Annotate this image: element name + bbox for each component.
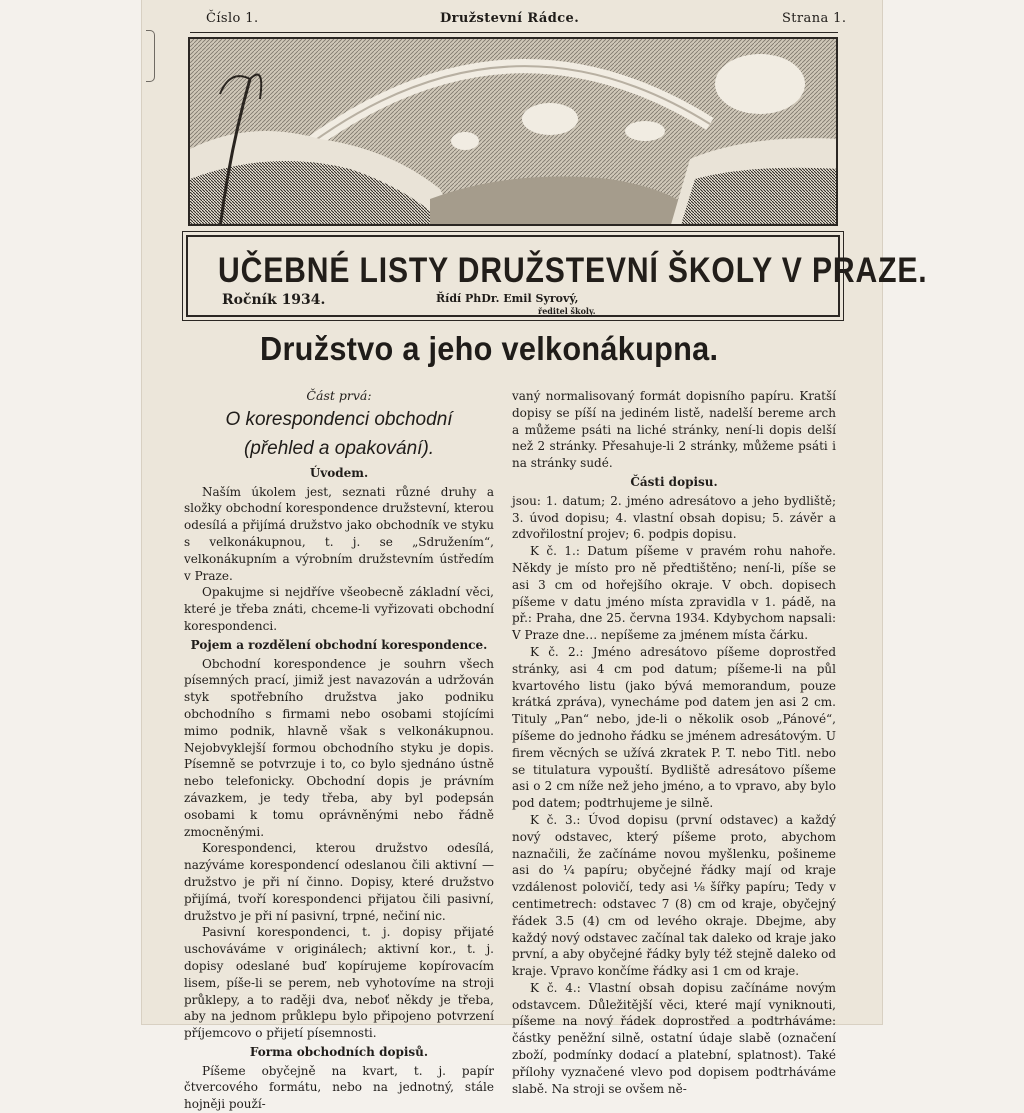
- binder-clip-icon: [146, 30, 155, 82]
- editor-line: Řídí PhDr. Emil Syrový,: [436, 292, 579, 305]
- subtitle-line-2: (přehled a opakování).: [243, 437, 435, 459]
- section-heading: Části dopisu.: [630, 474, 718, 489]
- paragraph: jsou: 1. datum; 2. jméno adresátovo a jeho bydliště; 3. úvod dopisu; 4. vlastní obsah dopisu; 5. závěr a zdvořilostní projev; 6. podpis dopisu.: [512, 493, 836, 542]
- header-rule: [190, 32, 838, 33]
- article-title: Družstvo a jeho velkonákupna.: [260, 330, 719, 367]
- paragraph: Obchodní korespondence je souhrn všech písemných prací, jimiž jest navazován a udržován styk spotřebního družstva jako podniku obchodního s firmami nebo osobami stojícími mimo podnik, hlavně však s velkonákupnou. Nejobvyklejší formou obchodního styku je dopis. Písemně se potvrzuje i to, co bylo sjednáno ústně nebo telefonicky. Obchodní dopis je právním závazkem, je tedy třeba, aby byl podepsán osobami k tomu oprávněnými nebo řádně zmocněnými.: [184, 656, 494, 839]
- masthead-box: [186, 235, 928, 317]
- paragraph: K č. 4.: Vlastní obsah dopisu začínáme novým odstavcem. Důležitější věci, které mají vyniknouti, píšeme na nový řádek doprostřed a podtrháváme: částky peněžní silně, ostatní údaje slabě (označení zboží, podmínky dodací a platební, splatnost). Také přílohy vyznačené vlevo pod dopisem podtrháváme slabě. Na stroji se ovšem ně-: [512, 980, 836, 1096]
- volume-label: Ročník 1934.: [222, 292, 326, 308]
- part-label: Část prvá:: [306, 388, 372, 403]
- masthead-title: UČEBNÉ LISTY DRUŽSTEVNÍ ŠKOLY V PRAZE.: [218, 251, 928, 290]
- left-column: [184, 388, 494, 1113]
- subtitle-line-1: O korespondenci obchodní: [225, 408, 453, 430]
- paragraph: Pasivní korespondenci, t. j. dopisy přijaté uschováváme v originálech; aktivní kor., t. j. dopisy odeslané buď kopírujeme kopírovacím lisem, píše-li se perem, neb vyhotovíme na stroji průklepy, a to raději dva, neboť někdy je třeba, aby na jednom průklepu bylo připojeno potvrzení příjemcovo o přijetí písemnosti.: [184, 925, 494, 1041]
- magazine-name: Družstevní Rádce.: [440, 11, 580, 26]
- paragraph: Píšeme obyčejně na kvart, t. j. papír čtvercového formátu, nebo na jednotný, stále hojněji použí-: [184, 1063, 494, 1112]
- paragraph: K č. 1.: Datum píšeme v pravém rohu nahoře. Někdy je místo pro ně předtištěno; není-li, píše se asi 3 cm od hořejšího okraje. V obch. dopisech píšeme v datu jméno místa zpravidla v 1. pádě, na př.: Praha, dne 25. června 1934. Kdybychom napsali: V Praze dne… nepíšeme za jménem místa čárku.: [512, 544, 836, 643]
- right-column: [512, 388, 836, 1097]
- section-heading: Úvodem.: [309, 465, 369, 480]
- paragraph: K č. 3.: Úvod dopisu (první odstavec) a každý nový odstavec, který píšeme proto, abychom naznačili, že začínáme novou myšlenku, pošineme asi do ¼ papíru; obyčejné řádky mají od kraje vzdálenost polovičí, tedy asi ⅛ šířky papíru; Tedy v centimetrech: odstavec 7 (8) cm od kraje, obyčejný řádek 3.5 (4) cm od levého okraje. Dbejme, aby každý nový odstavec začínal tak daleko od kraje jako první, a aby obyčejné řádky byly též stejně daleko od kraje. Vpravo končíme řádky asi 1 cm od kraje.: [512, 812, 836, 979]
- issue-number: Číslo 1.: [206, 11, 259, 26]
- paragraph: vaný normalisovaný formát dopisního papíru. Kratší dopisy se píší na jediném listě, nadelší bereme arch a můžeme psáti na liché stránky, není-li dopis delší než 2 stránky. Přesahuje-li 2 stránky, můžeme psáti i na stránky sudé.: [512, 389, 836, 471]
- page-number: Strana 1.: [782, 11, 847, 26]
- paragraph: Korespondenci, kterou družstvo odesílá, nazýváme korespondencí odeslanou čili aktivní — družstvo je při ní činno. Dopisy, které družstvo přijímá, tvoří korespondenci přijatou čili pasivní, družstvo je při ní pasivní, trpné, nečiní nic.: [184, 841, 494, 923]
- paragraph: K č. 2.: Jméno adresátovo píšeme doprostřed stránky, asi 4 cm pod datum; píšeme-li na půl kvartového listu (jako bývá memorandum, pouze krátká zpráva), vynecháme pod datem jen asi 2 cm. Tituly „Pan“ nebo, jde-li o několik osob „Pánové“, píšeme do jednoho řádku se jménem adresátovým. U firem věcných se užívá zkratek P. T. nebo Titl. nebo se titulatura vypouští. Bydliště adresátovo píšeme asi o 2 cm níže než jeho jméno, a to vpravo, aby bylo pod datem; podtrhujeme je silně.: [512, 644, 836, 811]
- paragraph: Naším úkolem jest, seznati různé druhy a složky obchodní korespondence družstevní, kterou odesílá a přijímá družstvo jako obchodník ve styku s velkonákupnou, t. j. se „Sdružením“, velkonákupním a výrobním družstevním ústředím v Praze.: [184, 484, 494, 583]
- landscape-rainbow-illustration-icon: [188, 37, 838, 226]
- section-heading: Forma obchodních dopisů.: [249, 1044, 429, 1059]
- paragraph: Opakujme si nejdříve všeobecně základní věci, které je třeba znáti, chceme-li vyřizovati obchodní korespondenci.: [184, 585, 494, 633]
- section-heading: Pojem a rozdělení obchodní korespondence.: [190, 637, 488, 652]
- editor-role: ředitel školy.: [538, 306, 596, 316]
